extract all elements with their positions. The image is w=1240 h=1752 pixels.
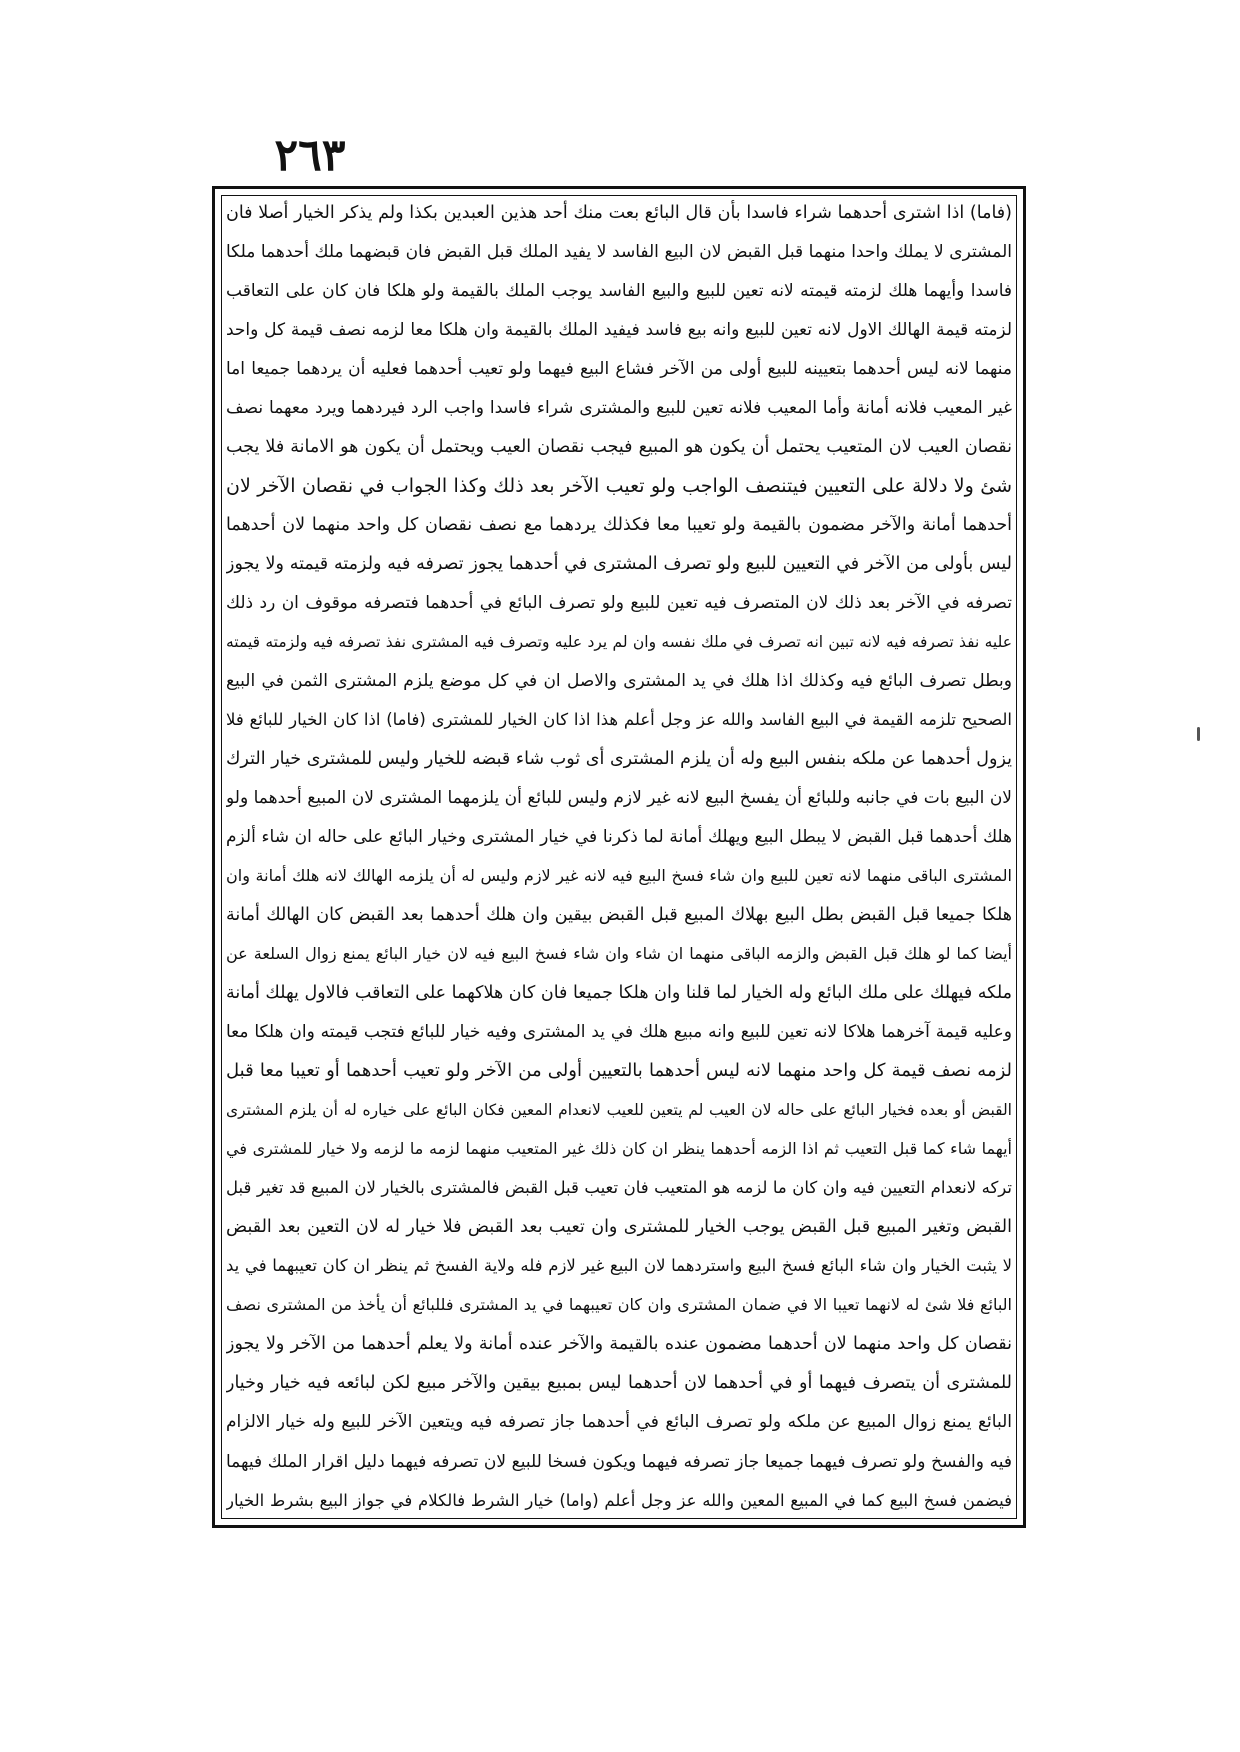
text-line: هلكا جميعا قبل القبض بطل البيع بهلاك المبيع قبل القبض بيقين وان هلك أحدهما بعد القبض كان الهالك أمانة xyxy=(226,905,1012,926)
text-line: لا يثبت الخيار وان شاء البائع فسخ البيع واستردهما لان البيع غير لازم فله ولاية الفسخ ثم ينظر ان كان تعيبهما في يد xyxy=(226,1256,1012,1276)
text-line: نقصان العيب لان المتعيب يحتمل أن يكون هو المبيع فيجب نقصان العيب ويحتمل أن يكون هو الامانة فلا يجب xyxy=(226,437,1012,458)
text-line: الصحيح تلزمه القيمة في البيع الفاسد والله عز وجل أعلم هذا اذا كان الخيار للمشترى (فاما) اذا كان الخيار للبائع فلا xyxy=(226,710,1012,730)
text-line: فيه والفسخ ولو تصرف فيهما جميعا جاز تصرفه فيهما ويكون فسخا للبيع لان تصرفه فيهما دليل اقرار الملك فيهما xyxy=(226,1451,1012,1472)
text-body xyxy=(226,196,1012,1518)
text-line: نقصان كل واحد منهما لان أحدهما مضمون عنده بالقيمة والآخر عنده أمانة ولا يعلم أحدهما من الآخر ولا يجوز xyxy=(226,1334,1012,1355)
margin-mark xyxy=(1197,727,1200,741)
text-line: فيضمن فسخ البيع كما في المبيع المعين والله عز وجل أعلم (واما) خيار الشرط فالكلام في جواز البيع بشرط الخيار xyxy=(226,1490,1012,1510)
text-line: وبطل تصرف البائع فيه وكذلك اذا هلك في يد المشترى والاصل ان في كل موضع يلزم المشترى الثمن في البيع xyxy=(226,671,1012,692)
text-line: ملكه فيهلك على ملك البائع وله الخيار لما قلنا وان هلكا جميعا فان كان هلاكهما على التعاقب فالاول يهلك أمانة xyxy=(226,983,1012,1004)
text-line: البائع فلا شئ له لانهما تعيبا الا في ضمان المشترى وان كان تعيبهما في يد المشترى فللبائع أن يأخذ من المشترى نصف xyxy=(226,1295,1012,1315)
text-line: تصرفه في الآخر بعد ذلك لان المتصرف فيه تعين للبيع ولو تصرف البائع في أحدهما فتصرفه موقوف ان رد ذلك xyxy=(226,593,1012,614)
text-line: منهما لانه ليس أحدهما بتعيينه للبيع أولى من الآخر فشاع البيع فيهما ولو تعيب أحدهما فعليه أن يردهما جميعا اما xyxy=(226,359,1012,380)
text-line: وعليه قيمة آخرهما هلاكا لانه تعين للبيع وانه مبيع هلك في يد المشترى وفيه خيار للبائع فتجب قيمته وان هلكا معا xyxy=(226,1022,1012,1043)
text-line: أيهما شاء كما قبل التعيب ثم اذا الزمه أحدهما ينظر ان كان ذلك غير المتعيب منهما لزمه ما لزمه ولا خيار للمشترى في xyxy=(226,1139,1012,1159)
text-line: المشترى لا يملك واحدا منهما قبل القبض لان البيع الفاسد لا يفيد الملك قبل القبض فان قبضهما ملك أحدهما ملكا xyxy=(226,242,1012,263)
text-line: (فاما) اذا اشترى أحدهما شراء فاسدا بأن قال البائع بعت منك أحد هذين العبدين بكذا ولم يذكر الخيار أصلا فان xyxy=(226,203,1012,223)
text-line: المشترى الباقى منهما لانه تعين للبيع وان شاء فسخ البيع فيه لانه غير لازم وليس له أن يلزمه الهالك لانه هلك أمانة وان xyxy=(226,866,1012,886)
text-line: شئ ولا دلالة على التعيين فيتنصف الواجب ولو تعيب الآخر بعد ذلك وكذا الجواب في نقصان الآخر لان xyxy=(226,475,1012,498)
text-line: فاسدا وأيهما هلك لزمته قيمته لانه تعين للبيع والبيع الفاسد يوجب الملك بالقيمة ولو هلكا فان كان على التعاقب xyxy=(226,281,1012,302)
text-line: أحدهما أمانة والآخر مضمون بالقيمة ولو تعيبا معا فكذلك يردهما مع نصف نقصان كل واحد منهما لان أحدهما xyxy=(226,515,1012,536)
text-line: يزول أحدهما عن ملكه بنفس البيع وله أن يلزم المشترى أى ثوب شاء قبضه للخيار وليس للمشترى خيار الترك xyxy=(226,749,1012,770)
text-line: غير المعيب فلانه أمانة وأما المعيب فلانه تعين للبيع والمشترى شراء فاسدا واجب الرد فيردهما ويرد معهما نصف xyxy=(226,398,1012,419)
page-number: ٢٦٣ xyxy=(274,130,346,181)
text-line: أيضا كما لو هلك قبل القبض والزمه الباقى منهما ان شاء وان شاء فسخ البيع فيه لان خيار البائع يمنع زوال السلعة عن xyxy=(226,944,1012,964)
text-line: تركه لانعدام التعيين فيه وان كان ما لزمه هو المتعيب فان تعيب قبل القبض فالمشترى بالخيار لان المبيع قد تغير قبل xyxy=(226,1178,1012,1198)
text-line: هلك أحدهما قبل القبض لا يبطل البيع ويهلك أمانة لما ذكرنا في خيار المشترى وخيار البائع على حاله ان شاء ألزم xyxy=(226,827,1012,848)
text-line: للمشترى أن يتصرف فيهما أو في أحدهما لان أحدهما ليس بمبيع بيقين والآخر مبيع لكن لبائعه فيه خيار وخيار xyxy=(226,1373,1012,1394)
text-line: البائع يمنع زوال المبيع عن ملكه ولو تصرف البائع في أحدهما جاز تصرفه فيه ويتعين الآخر للبيع وله خيار الالزام xyxy=(226,1412,1012,1433)
text-line: عليه نفذ تصرفه فيه لانه تبين انه تصرف في ملك نفسه وان لم يرد عليه وتصرف فيه المشترى نفذ تصرفه فيه ولزمته قيمته xyxy=(226,633,1012,652)
text-line: لزمته قيمة الهالك الاول لانه تعين للبيع وانه بيع فاسد فيفيد الملك بالقيمة وان هلكا معا لزمه نصف قيمة كل واحد xyxy=(226,320,1012,341)
text-line: القبض أو بعده فخيار البائع على حاله لان العيب لم يتعين للعيب لانعدام المعين فكان البائع على خياره له أن يلزم المشترى xyxy=(226,1101,1012,1120)
text-line: ليس بأولى من الآخر في التعيين للبيع ولو تصرف المشترى في أحدهما يجوز تصرفه فيه ولزمته قيمته ولا يجوز xyxy=(226,554,1012,575)
text-line: القبض وتغير المبيع قبل القبض يوجب الخيار للمشترى وان تعيب بعد القبض فلا خيار له لان التعين بعد القبض xyxy=(226,1217,1012,1238)
text-line: لزمه نصف قيمة كل واحد منهما لانه ليس أحدهما بالتعيين أولى من الآخر ولو تعيب أحدهما أو تعيبا معا قبل xyxy=(226,1060,1012,1082)
text-line: لان البيع بات في جانبه وللبائع أن يفسخ البيع لانه غير لازم وليس للبائع أن يلزمهما المشترى لان المبيع أحدهما ولو xyxy=(226,788,1012,809)
